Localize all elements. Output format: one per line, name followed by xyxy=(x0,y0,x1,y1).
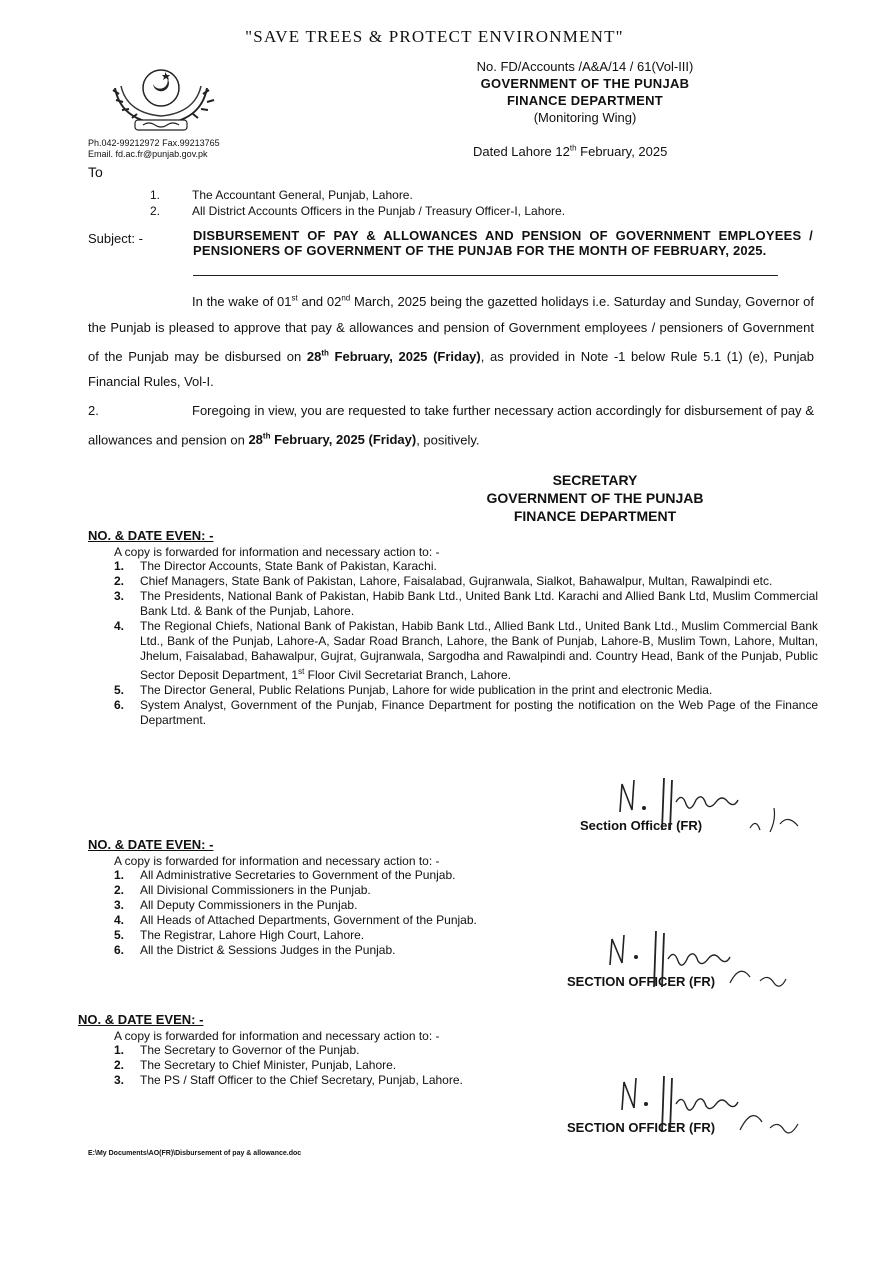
addressee-item xyxy=(150,204,565,218)
handwritten-signature-icon xyxy=(610,772,810,842)
punjab-government-logo-icon xyxy=(105,58,217,138)
list-item-text: The Presidents, National Bank of Pakistan, Habib Bank Ltd., United Bank Ltd. Karachi and Allied Bank Ltd, Muslim Commercial Bank Ltd. & Bank of the Punjab, Lahore. xyxy=(140,589,818,618)
government-name: GOVERNMENT OF THE PUNJAB xyxy=(480,76,690,91)
list-item-text: The Secretary to Governor of the Punjab. xyxy=(140,1043,360,1057)
list-item-text: The Director General, Public Relations Punjab, Lahore for wide publication in the print and electronic Media. xyxy=(140,683,713,697)
list-item-number: 5. xyxy=(114,683,125,697)
body-paragraph-2 xyxy=(88,398,814,452)
paragraph-2-text: Foregoing in view, you are requested to take further necessary action accordingly for disbursement of pay & allowances and pension on 28th February, 2025 (Friday), positively. xyxy=(88,403,814,447)
list-item-number: 2. xyxy=(114,574,125,588)
list-item xyxy=(114,559,818,574)
file-path-footer: E:\My Documents\AO(FR)\Disbursement of pay & allowance.doc xyxy=(88,1150,302,1157)
list-item-text: All Deputy Commissioners in the Punjab. xyxy=(140,898,358,912)
list-item-number: 2. xyxy=(114,1058,125,1072)
list-item-number: 5. xyxy=(114,928,125,942)
addressee-item xyxy=(150,188,413,202)
list-item xyxy=(114,619,818,683)
endorsement-list xyxy=(114,559,818,728)
department-name: FINANCE DEPARTMENT xyxy=(506,93,664,108)
list-item xyxy=(114,868,818,883)
list-item xyxy=(114,698,818,728)
list-item-number: 4. xyxy=(114,913,125,927)
list-item xyxy=(114,1043,818,1058)
list-item-number: 6. xyxy=(114,698,125,712)
list-item-number: 3. xyxy=(114,898,125,912)
wing-name: (Monitoring Wing) xyxy=(533,110,637,125)
section-officer-signoff: SECTION OFFICER (FR) xyxy=(567,974,716,989)
to-label: To xyxy=(88,164,103,180)
endorsement-intro: A copy is forwarded for information and necessary action to: - xyxy=(114,1029,440,1043)
reference-number: No. FD/Accounts /A&A/14 / 61(Vol-III) xyxy=(476,59,694,74)
list-item-text: All the District & Sessions Judges in the Punjab. xyxy=(140,943,396,957)
list-item-text: All Divisional Commissioners in the Punjab. xyxy=(140,883,371,897)
list-item-text: All Heads of Attached Departments, Government of the Punjab. xyxy=(140,913,477,927)
list-item-number: 1. xyxy=(114,868,125,882)
endorsement-heading: NO. & DATE EVEN: - xyxy=(78,1012,204,1027)
list-item xyxy=(114,574,818,589)
body-paragraph-1 xyxy=(88,286,814,395)
addressee-text: The Accountant General, Punjab, Lahore. xyxy=(192,188,413,202)
list-item-text: Chief Managers, State Bank of Pakistan, Lahore, Faisalabad, Gujranwala, Sialkot, Bahawalpur, Multan, Rawalpindi etc. xyxy=(140,574,773,588)
list-item-number: 4. xyxy=(114,619,125,633)
email: Email. fd.ac.fr@punjab.gov.pk xyxy=(88,149,208,159)
addressee-number: 1. xyxy=(150,188,161,202)
motto: "SAVE TREES & PROTECT ENVIRONMENT" xyxy=(245,27,624,46)
list-item-number: 1. xyxy=(114,559,125,573)
endorsement-1 xyxy=(88,528,818,728)
letterhead xyxy=(420,58,750,126)
list-item-text: All Administrative Secretaries to Government of the Punjab. xyxy=(140,868,456,882)
list-item-text: The Secretary to Chief Minister, Punjab, Lahore. xyxy=(140,1058,397,1072)
list-item-text: The Registrar, Lahore High Court, Lahore. xyxy=(140,928,365,942)
list-item xyxy=(114,589,818,619)
list-item-number: 2. xyxy=(114,883,125,897)
date-line: Dated Lahore 12th February, 2025 xyxy=(473,144,668,160)
list-item-text: The PS / Staff Officer to the Chief Secretary, Punjab, Lahore. xyxy=(140,1073,463,1087)
secretary-signature-block xyxy=(470,471,720,525)
paragraph-1-text: In the wake of 01st and 02nd March, 2025 being the gazetted holidays i.e. Saturday and Sunday, Governor of the Punjab is pleased to approve that pay & allowances and pension of Government employees / pensioners of Government of the Punjab may be disbursed on 28th February, 2025 (Friday), as provided in Note -1 below Rule 5.1 (1) (e), Punjab Financial Rules, Vol-I. xyxy=(88,294,814,390)
handwritten-signature-icon xyxy=(600,925,800,995)
addressee-number: 2. xyxy=(150,204,161,218)
list-item xyxy=(114,883,818,898)
subject-underline xyxy=(193,275,778,276)
phone-fax: Ph.042-99212972 Fax.99213765 xyxy=(88,138,220,148)
list-item-text: The Director Accounts, State Bank of Pakistan, Karachi. xyxy=(140,559,437,573)
list-item-number: 1. xyxy=(114,1043,125,1057)
endorsement-intro: A copy is forwarded for information and necessary action to: - xyxy=(114,854,440,868)
subject-label: Subject: - xyxy=(88,231,143,246)
secretary-title: SECRETARY xyxy=(552,472,638,488)
section-officer-signoff: Section Officer (FR) xyxy=(580,818,703,833)
endorsement-heading: NO. & DATE EVEN: - xyxy=(88,837,214,852)
list-item-number: 3. xyxy=(114,589,125,603)
contact-info xyxy=(88,138,220,160)
handwritten-signature-icon xyxy=(612,1070,812,1140)
secretary-dept: FINANCE DEPARTMENT xyxy=(513,508,677,524)
paragraph-2-number: 2. xyxy=(88,403,99,418)
addressee-text: All District Accounts Officers in the Punjab / Treasury Officer-I, Lahore. xyxy=(192,204,566,218)
list-item xyxy=(114,898,818,913)
endorsement-intro: A copy is forwarded for information and necessary action to: - xyxy=(114,545,440,559)
list-item-text: The Regional Chiefs, National Bank of Pakistan, Habib Bank Ltd., Allied Bank Ltd., United Bank Ltd., Muslim Commercial Bank Ltd., Bank of the Punjab, Lahore-A, Sadar Road Branch, Lahore, the Bank of Punjab, Lahore-B, Muslim Town, Lahore, Multan, Jhelum, Faisalabad, Bahawalpur, Gujrat, Gujranwala, Sargodha and Rawalpindi and. Country Head, Bank of the Punjab, Public Sector Deposit Department, 1st Floor Civil Secretariat Branch, Lahore. xyxy=(140,619,818,682)
list-item xyxy=(114,683,818,698)
list-item-text: System Analyst, Government of the Punjab, Finance Department for posting the notification on the Web Page of the Finance Department. xyxy=(140,698,818,727)
endorsement-heading: NO. & DATE EVEN: - xyxy=(88,528,214,543)
list-item-number: 6. xyxy=(114,943,125,957)
section-officer-signoff: SECTION OFFICER (FR) xyxy=(567,1120,716,1135)
list-item-number: 3. xyxy=(114,1073,125,1087)
subject-text: DISBURSEMENT OF PAY & ALLOWANCES AND PENSION OF GOVERNMENT EMPLOYEES / PENSIONERS OF GOVERNMENT OF THE PUNJAB FOR THE MONTH OF FEBRUARY, 2025. xyxy=(193,228,813,258)
secretary-govt: GOVERNMENT OF THE PUNJAB xyxy=(486,490,704,506)
